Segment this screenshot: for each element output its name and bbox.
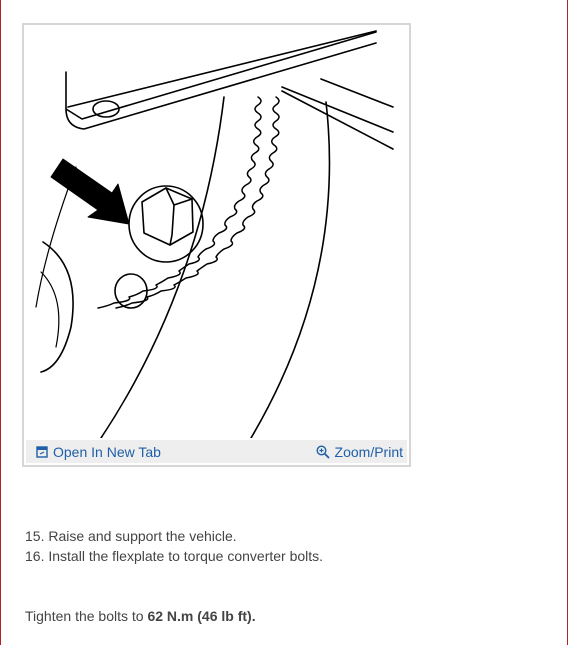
flexplate-bolt-illustration bbox=[26, 27, 407, 438]
figure-toolbar bbox=[26, 440, 407, 463]
flexplate-diagram bbox=[26, 27, 407, 438]
open-in-new-tab-label: Open In New Tab bbox=[53, 444, 161, 460]
torque-instruction bbox=[25, 606, 256, 626]
zoom-in-icon bbox=[316, 445, 330, 459]
torque-instruction-prefix: Tighten the bolts to bbox=[25, 608, 148, 624]
figure-frame bbox=[22, 23, 411, 467]
step-15: 15. Raise and support the vehicle. bbox=[25, 528, 237, 544]
open-in-new-tab-link[interactable] bbox=[36, 443, 161, 461]
zoom-print-link[interactable] bbox=[316, 443, 403, 461]
step-16: 16. Install the flexplate to torque converter bolts. bbox=[25, 548, 324, 564]
torque-spec: 62 N.m (46 lb ft). bbox=[147, 608, 256, 624]
new-tab-icon bbox=[36, 446, 48, 458]
zoom-print-label: Zoom/Print bbox=[334, 444, 403, 460]
